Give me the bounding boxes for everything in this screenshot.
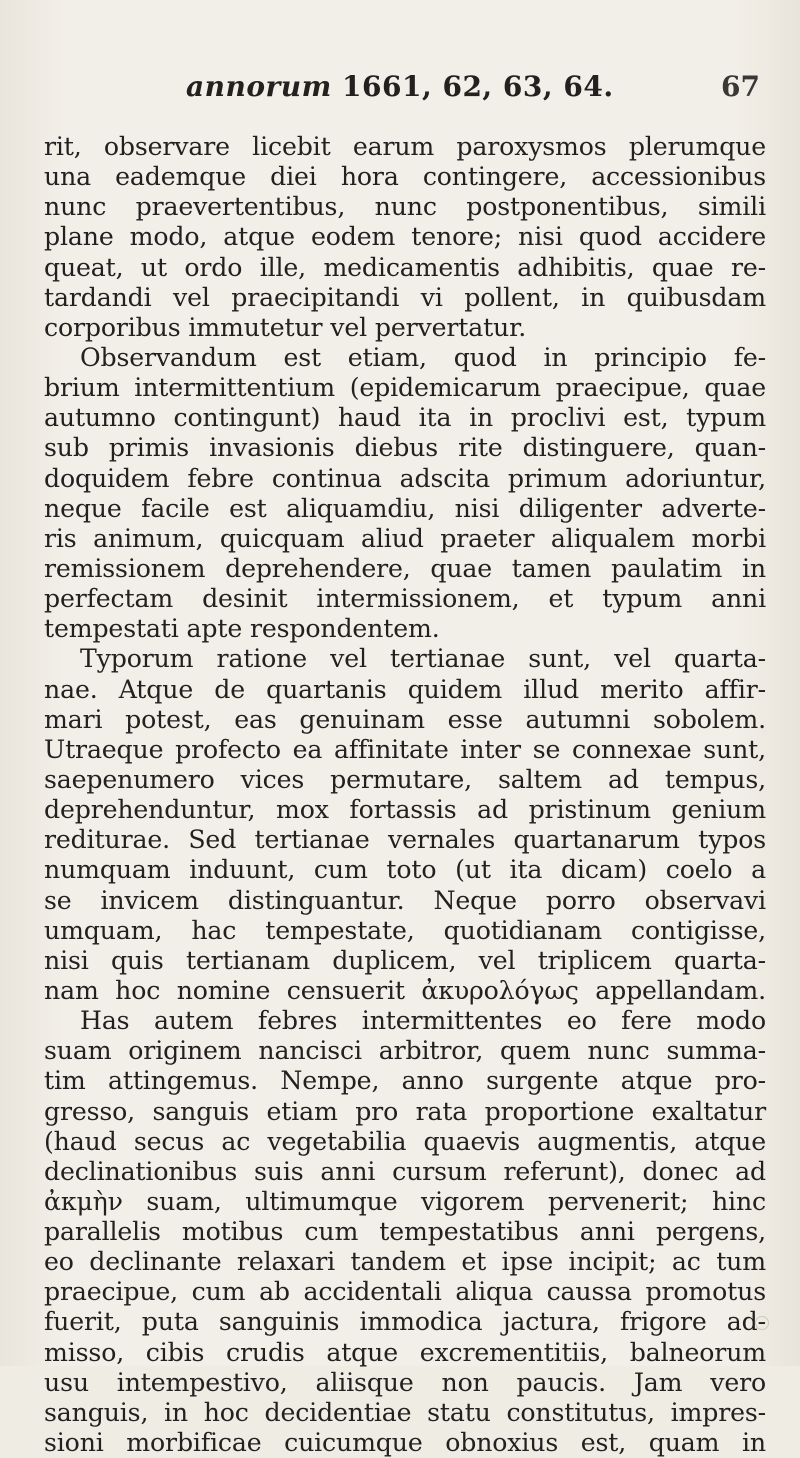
text-line: plane modo, atque eodem tenore; nisi quod accidere [44, 222, 766, 252]
text-line: nam hoc nomine censuerit ἀκυρολόγως appellandam. [44, 975, 766, 1005]
text-line: corporibus immutetur vel pervertatur. [44, 312, 527, 342]
text-line: se invicem distinguantur. Neque porro observavi [44, 885, 766, 915]
text-line: usu intempestivo, aliisque non paucis. Jam vero [44, 1367, 766, 1397]
text-line: declinationibus suis anni cursum referunt), donec ad [44, 1156, 766, 1186]
page-number: 67 [721, 70, 760, 103]
text-line: nunc praevertentibus, nunc postponentibus, simili [44, 192, 766, 222]
running-title-word: annorum [186, 70, 332, 103]
text-line: Typorum ratione vel tertianae sunt, vel quarta- [80, 644, 766, 674]
text-line: (haud secus ac vegetabilia quaevis augmentis, atque [44, 1126, 766, 1156]
text-line: perfectam desinit intermissionem, et typum anni [44, 584, 766, 614]
text-line: nae. Atque de quartanis quidem illud merito affir- [44, 674, 766, 704]
text-line: Observandum est etiam, quod in principio fe- [80, 342, 766, 372]
text-line: doquidem febre continua adscita primum adoriuntur, [44, 463, 766, 493]
text-line: nisi quis tertianam duplicem, vel triplicem quarta- [44, 945, 766, 975]
paper-blemish [755, 1316, 769, 1330]
text-line: sub primis invasionis diebus rite distinguere, quan- [44, 433, 766, 463]
text-line: saepenumero vices permutare, saltem ad tempus, [44, 764, 766, 794]
text-line: tardandi vel praecipitandi vi pollent, in quibusdam [44, 282, 766, 312]
text-line: queat, ut ordo ille, medicamentis adhibitis, quae re- [44, 252, 766, 282]
text-line: mari potest, eas genuinam esse autumni sobolem. [44, 704, 766, 734]
text-line: rit, observare licebit earum paroxysmos plerumque [44, 132, 766, 161]
text-line: fuerit, puta sanguinis immodica jactura, frigore ad- [44, 1307, 766, 1337]
text-line: sioni morbificae cuicumque obnoxius est, quam in [44, 1428, 766, 1458]
text-line: ris animum, quicquam aliud praeter aliqualem morbi [44, 523, 766, 553]
text-line: misso, cibis crudis atque excrementitiis, balneorum [44, 1337, 766, 1367]
text-line: Has autem febres intermittentes eo fere modo [80, 1006, 766, 1036]
text-line: parallelis motibus cum tempestatibus anni pergens, [44, 1217, 766, 1247]
text-line: remissionem deprehendere, quae tamen paulatim in [44, 553, 766, 583]
running-title-years: 1661, 62, 63, 64. [342, 70, 614, 103]
text-line: umquam, hac tempestate, quotidianam contigisse, [44, 915, 766, 945]
text-line: sanguis, in hoc decidentiae statu constitutus, impres- [44, 1397, 766, 1427]
text-line: eo declinante relaxari tandem et ipse incipit; ac tum [44, 1247, 766, 1277]
text-line: praecipue, cum ab accidentali aliqua caussa promotus [44, 1277, 766, 1307]
running-title [186, 70, 614, 103]
text-line: deprehenduntur, mox fortassis ad pristinum genium [44, 795, 766, 825]
text-line: neque facile est aliquamdiu, nisi diligenter adverte- [44, 493, 766, 523]
text-line: brium intermittentium (epidemicarum praecipue, quae [44, 373, 766, 403]
text-line: autumno contingunt) haud ita in proclivi est, typum [44, 403, 766, 433]
text-line: tempestati apte respondentem. [44, 614, 440, 644]
text-line: una eademque diei hora contingere, accessionibus [44, 162, 766, 192]
text-line: ἀκμὴν suam, ultimumque vigorem pervenerit; hinc [44, 1186, 766, 1216]
running-head [0, 70, 800, 110]
text-line: Utraeque profecto ea affinitate inter se connexae sunt, [44, 734, 766, 764]
text-line: rediturae. Sed tertianae vernales quartanarum typos [44, 825, 766, 855]
body-text [44, 132, 766, 1458]
text-line: tim attingemus. Nempe, anno surgente atque pro- [44, 1066, 766, 1096]
text-line: gresso, sanguis etiam pro rata proportione exaltatur [44, 1096, 766, 1126]
text-line: suam originem nancisci arbitror, quem nunc summa- [44, 1036, 766, 1066]
text-line: numquam induunt, cum toto (ut ita dicam) coelo a [44, 855, 766, 885]
